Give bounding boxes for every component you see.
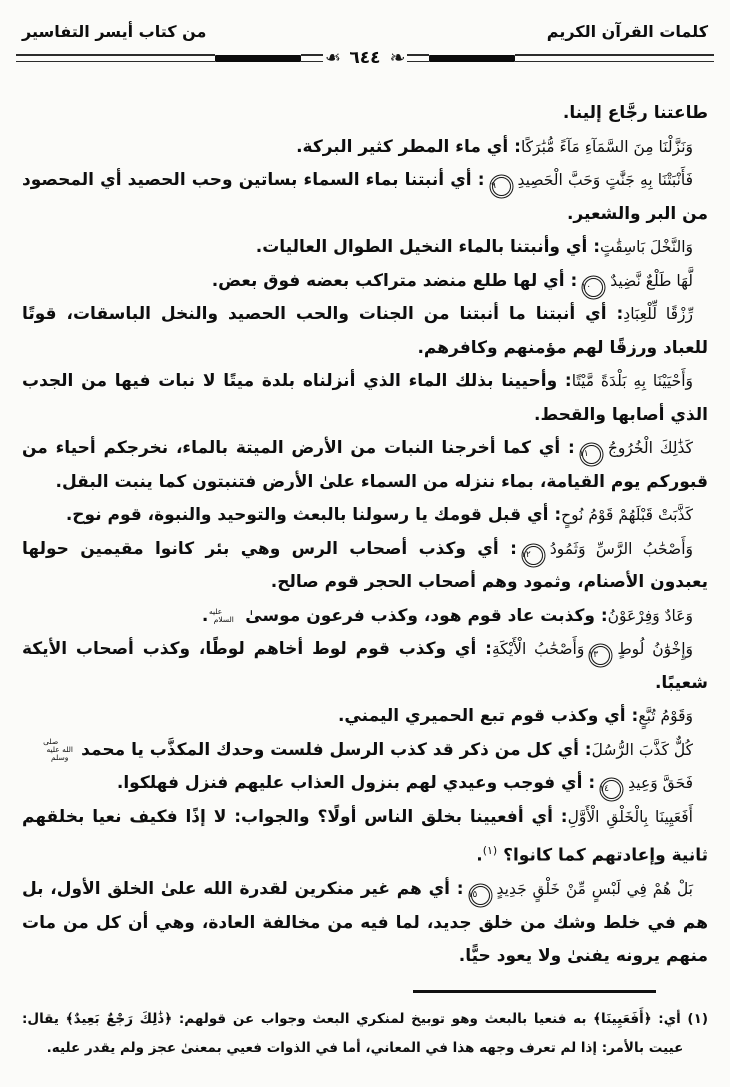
ayah-number-badge: ١٢	[524, 546, 543, 565]
footnote-text: (١) أي: ﴿أَفَعَيِينَا﴾ به فنعيا بالبعث وهو توبيخ لمنكري البعث وجواب عن قولهم: ﴿ذَٰلِكَ رَجْعٌ بَعِيدٌ﴾ يقال: عييت بالأمر: إذا لم تعرف وجهه هذا في المعاني، أما في الذوات فعيي بمعنىٰ عجز ولم يقدر عليه.	[22, 1011, 708, 1056]
body-paragraph	[22, 97, 708, 131]
footnote-separator	[413, 990, 656, 993]
ayah-number-badge: ١٠	[584, 278, 603, 297]
rule-line	[515, 54, 714, 62]
body-paragraph	[22, 873, 708, 974]
tafsir-text: : أي أنبتنا بماء السماء بساتين وحب الحصيد أي المحصود من البر والشعير.	[22, 170, 708, 224]
body-paragraph	[22, 365, 708, 432]
tafsir-text: : أي لها طلع منضد متراكب بعضه فوق بعض.	[211, 270, 578, 291]
quran-verse: فَأَنْبَتْنَا بِهِ جَنَّٰتٍ وَحَبَّ الْحَصِيدِ	[517, 171, 693, 190]
body-paragraph	[22, 801, 708, 874]
quran-verse: أَفَعَيِينَا بِالْخَلْقِ الْأَوَّلِ	[567, 807, 693, 826]
quran-verse: وَأَصْحَٰبُ الرَّسِّ وَثَمُودُ	[549, 539, 693, 558]
quran-verse: وَإِخْوَٰنُ لُوطٍ	[617, 640, 693, 659]
body-paragraph	[22, 633, 708, 700]
tafsir-text: : أي قبل قومك يا رسولنا بالبعث والتوحيد والنبوة، قوم نوح.	[65, 505, 562, 526]
rule-bar	[429, 55, 515, 62]
quran-verse: وَنَزَّلْنَا مِنَ السَّمَآءِ مَآءً مُّبَٰرَكًا	[520, 137, 693, 156]
footnote-ref: (١)	[482, 844, 498, 858]
header-title-left: من كتاب أيسر التفاسير	[22, 22, 207, 41]
quran-verse: رِّزْقًا لِّلْعِبَادِ	[623, 305, 694, 324]
ayah-number-badge: ١٤	[602, 780, 621, 799]
page-number: ٦٤٤	[349, 48, 381, 69]
rule-line	[16, 54, 215, 62]
ayah-number-badge: ٩	[492, 177, 511, 196]
body-paragraph	[22, 734, 708, 768]
quran-verse: وَأَصْحَٰبُ الْأَيْكَةِ	[491, 640, 585, 659]
quran-verse: وَأَحْيَيْنَا بِهِ بَلْدَةً مَّيْتًا	[571, 372, 693, 391]
tafsir-text: : أي كل من ذكر قد كذب الرسل فلست وحدك المكذَّب يا محمد	[75, 739, 592, 760]
body-paragraph	[22, 432, 708, 499]
tafsir-text: : وكذبت عاد قوم هود، وكذب فرعون موسىٰ	[239, 605, 608, 626]
tafsir-text: : أي وأنبتنا بالماء النخيل الطوال العاليات.	[255, 237, 601, 258]
quran-verse: وَالنَّخْلَ بَاسِقَٰتٍ	[600, 238, 693, 257]
tafsir-text: : أي كما أخرجنا النبات من الأرض الميتة بالماء، نخرجكم أحياء من قبوركم يوم القيامة، بماء ننزله من السماء علىٰ الأرض فتنبتون كما ينبت البقل.	[22, 438, 708, 492]
body-paragraph	[22, 533, 708, 600]
tafsir-body	[0, 69, 730, 974]
tafsir-text: : أي ماء المطر كثير البركة.	[296, 136, 521, 157]
page-header	[0, 0, 730, 69]
body-paragraph	[22, 298, 708, 365]
tafsir-text: .	[476, 845, 483, 866]
body-paragraph	[22, 767, 708, 801]
quran-verse: وَقَوْمُ تُبَّعٍ	[638, 707, 693, 726]
honorific-symbol: عليه السلام	[209, 606, 234, 624]
body-paragraph	[22, 265, 708, 299]
rule-bar	[215, 55, 301, 62]
body-paragraph	[22, 231, 708, 265]
ayah-number-badge: ١١	[582, 445, 601, 464]
tafsir-text: : أي فوجب وعيدي لهم بنزول العذاب عليهم فنزل فهلكوا.	[116, 773, 596, 794]
tafsir-text: : وأحيينا بذلك الماء الذي أنزلناه بلدة ميتًا لا نبات فيها من الجدب الذي أصابها والقحط.	[22, 371, 708, 425]
body-paragraph	[22, 131, 708, 165]
running-heads	[16, 22, 714, 41]
header-title-right: كلمات القرآن الكريم	[546, 22, 708, 41]
body-paragraph	[22, 700, 708, 734]
body-paragraph	[22, 499, 708, 533]
tafsir-text: : أي وكذب قوم تبع الحميري اليمني.	[337, 706, 639, 727]
tafsir-text: : أي هم غير منكرين لقدرة الله علىٰ الخلق الأول، بل هم في خلط وشك من خلق جديد، لما فيه من مخالفة العادة، وهي أن كل من مات منهم يرونه يفنىٰ ولا يعود حيًّا.	[22, 879, 708, 967]
tafsir-text: : أي وكذب قوم لوط أخاهم لوطًا، وكذب أصحاب الأيكة شعيبًا.	[22, 639, 708, 693]
header-rule	[16, 47, 714, 69]
ayah-number-badge: ١٥	[471, 886, 490, 905]
ayah-number-badge: ١٣	[591, 646, 610, 665]
tafsir-text: : أي وكذب أصحاب الرس وهي بئر كانوا مقيمين حولها يعبدون الأصنام، وثمود وهم أصحاب الحجر قوم صالح.	[22, 538, 708, 593]
tafsir-text: .	[201, 605, 209, 626]
fleuron-icon: ❧	[324, 46, 341, 69]
honorific-symbol: صلى الله عليه وسلم	[43, 736, 73, 762]
body-paragraph	[22, 164, 708, 231]
quran-verse: بَلْ هُمْ فِي لَبْسٍ مِّنْ خَلْقٍ جَدِيدٍ	[496, 880, 693, 899]
rule-line	[407, 54, 429, 62]
quran-verse: لَّهَا طَلْعٌ نَّضِيدٌ	[610, 271, 693, 290]
quran-verse: وَعَادٌ وَفِرْعَوْنُ	[607, 606, 693, 625]
rule-line	[301, 54, 323, 62]
quran-verse: كَذَٰلِكَ الْخُرُوجُ	[607, 439, 693, 458]
quran-verse: كُلٌّ كَذَّبَ الرُّسُلَ	[591, 740, 693, 759]
tafsir-text: : أي أنبتنا ما أنبتنا من الجنات والحب الحصيد والنخل الباسقات، قوتًا للعباد ورزقًا لهم مؤمنهم وكافرهم.	[22, 304, 708, 358]
tafsir-text: : أي أفعيينا بخلق الناس أولًا؟ والجواب: لا إذًا فكيف نعيا بخلقهم ثانية وإعادتهم كما كانوا؟	[22, 806, 708, 866]
quran-verse: فَحَقَّ وَعِيدِ	[628, 774, 693, 793]
footnote-area	[22, 990, 708, 1063]
quran-verse: كَذَّبَتْ قَبْلَهُمْ قَوْمُ نُوحٍ	[561, 506, 693, 525]
fleuron-icon: ❧	[389, 46, 406, 69]
body-paragraph	[22, 600, 708, 634]
tafsir-text: طاعتنا رجَّاع إلينا.	[562, 103, 708, 124]
